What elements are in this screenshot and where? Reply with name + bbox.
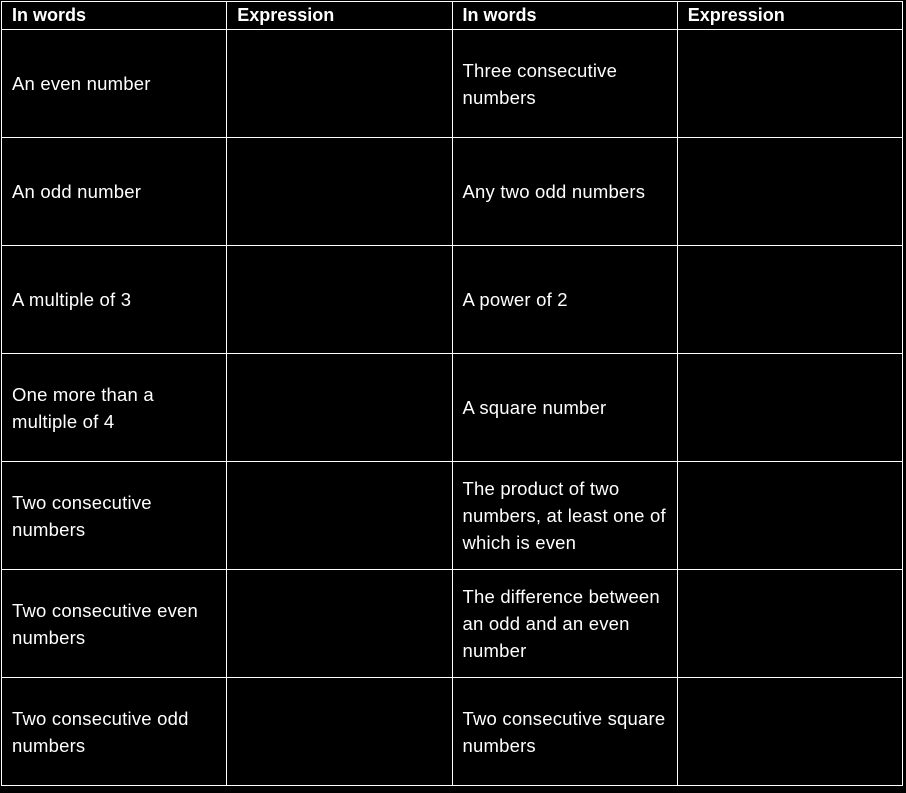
expression-cell[interactable] bbox=[227, 354, 452, 462]
in-words-cell: A power of 2 bbox=[452, 246, 677, 354]
expression-cell[interactable] bbox=[677, 354, 902, 462]
expression-cell[interactable] bbox=[677, 138, 902, 246]
in-words-cell: A square number bbox=[452, 354, 677, 462]
expression-cell[interactable] bbox=[227, 138, 452, 246]
table-row bbox=[2, 246, 903, 354]
table-row bbox=[2, 462, 903, 570]
expression-cell[interactable] bbox=[677, 30, 902, 138]
in-words-cell: Two consecutive numbers bbox=[2, 462, 227, 570]
expression-cell[interactable] bbox=[677, 678, 902, 786]
table-row bbox=[2, 354, 903, 462]
in-words-cell: Three consecutive numbers bbox=[452, 30, 677, 138]
expression-cell[interactable] bbox=[227, 678, 452, 786]
expression-cell[interactable] bbox=[227, 30, 452, 138]
header-expression-right: Expression bbox=[677, 2, 902, 30]
expression-cell[interactable] bbox=[227, 570, 452, 678]
header-in-words-left: In words bbox=[2, 2, 227, 30]
header-row bbox=[2, 2, 903, 30]
expression-cell[interactable] bbox=[677, 462, 902, 570]
expression-cell[interactable] bbox=[227, 246, 452, 354]
in-words-cell: An even number bbox=[2, 30, 227, 138]
expressions-table bbox=[1, 1, 903, 786]
in-words-cell: A multiple of 3 bbox=[2, 246, 227, 354]
in-words-cell: An odd number bbox=[2, 138, 227, 246]
in-words-cell: Any two odd numbers bbox=[452, 138, 677, 246]
in-words-cell: Two consecutive odd numbers bbox=[2, 678, 227, 786]
table-row bbox=[2, 678, 903, 786]
in-words-cell: Two consecutive even numbers bbox=[2, 570, 227, 678]
header-in-words-right: In words bbox=[452, 2, 677, 30]
header-expression-left: Expression bbox=[227, 2, 452, 30]
in-words-cell: One more than a multiple of 4 bbox=[2, 354, 227, 462]
table-row bbox=[2, 570, 903, 678]
in-words-cell: Two consecutive square numbers bbox=[452, 678, 677, 786]
expression-cell[interactable] bbox=[677, 570, 902, 678]
table-row bbox=[2, 138, 903, 246]
expression-cell[interactable] bbox=[227, 462, 452, 570]
expression-cell[interactable] bbox=[677, 246, 902, 354]
in-words-cell: The difference between an odd and an even number bbox=[452, 570, 677, 678]
table-row bbox=[2, 30, 903, 138]
in-words-cell: The product of two numbers, at least one of which is even bbox=[452, 462, 677, 570]
